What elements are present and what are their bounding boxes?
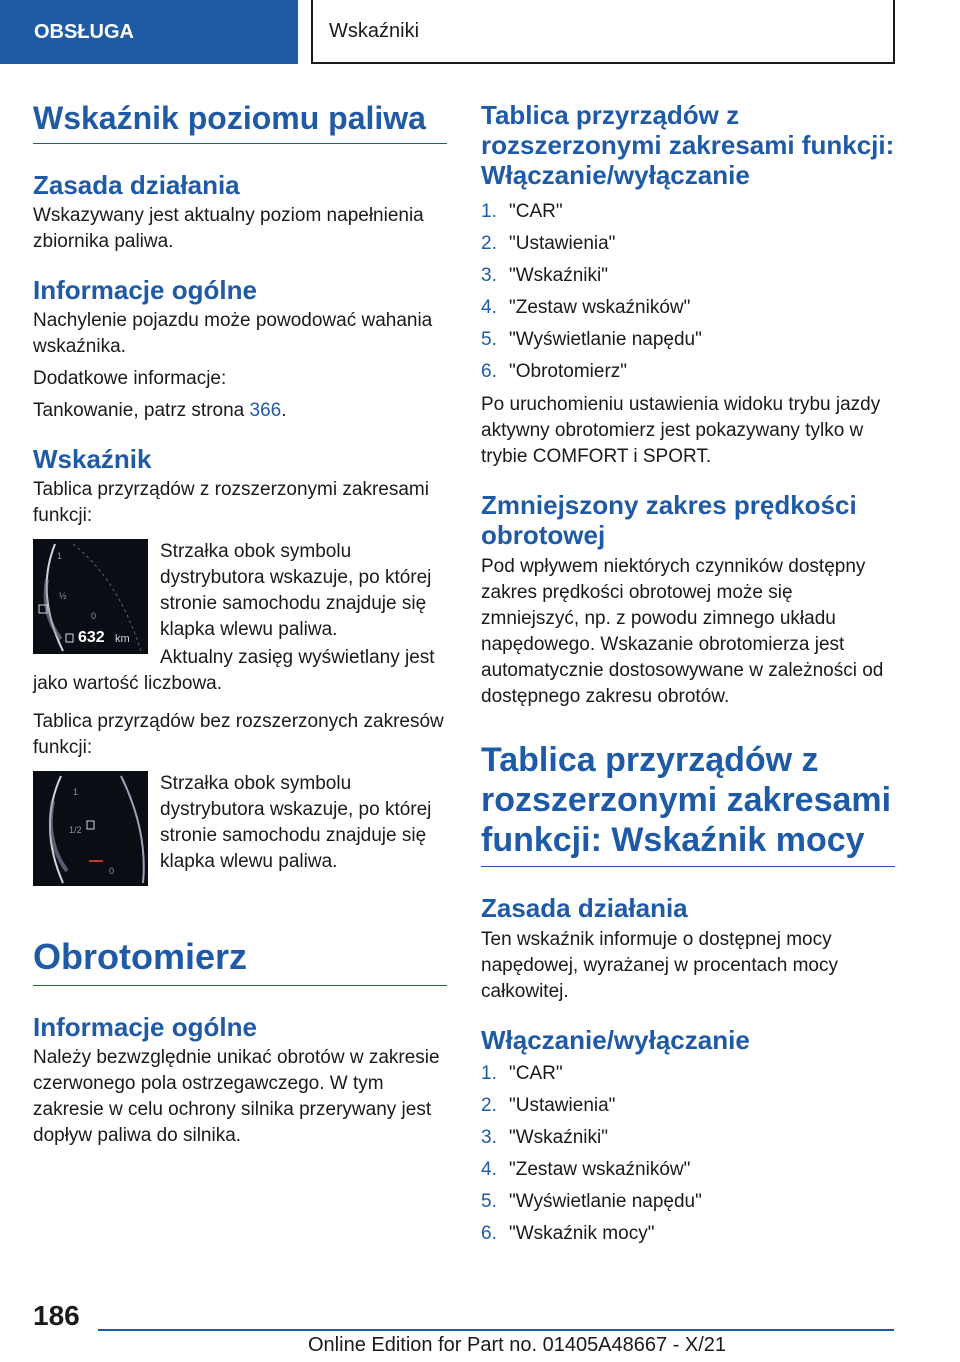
- tachometer-warning-text: Należy bezwzględnie unikać obrotów w zakresie czerwonego pola ostrzegawczego. W tym zakresie w celu ochrony silnika przerywany jest dopływ paliwa do silnika.: [33, 1047, 440, 1147]
- list-item: 1. "CAR": [481, 201, 563, 222]
- list-item: 3. "Wskaźniki": [481, 265, 608, 286]
- list-item: 4. "Zestaw wskaźników": [481, 1158, 691, 1180]
- chapter-tab: [311, 0, 895, 64]
- heading-tachometer: Obrotomierz: [33, 936, 447, 985]
- additional-info-label: Dodatkowe informacje:: [33, 368, 227, 390]
- fig2-caption: Strzałka obok symbolu dystrybutora wskazuje, po której stronie samochodu znajduje się klapka wlewu paliwa.: [160, 773, 432, 873]
- left-column: [33, 100, 447, 1149]
- fuel-gauge-image-standard: [33, 771, 148, 886]
- fig1-caption-range: Aktualny zasięg wyświetlany jest jako wartość liczbowa.: [33, 647, 435, 695]
- steps-list-tacho: [481, 196, 895, 388]
- heading-principle: Zasada działania: [33, 169, 240, 200]
- edition-text: Online Edition for Part no. 01405A48667 - X/21: [308, 1334, 727, 1356]
- heading-reduced-rpm: Zmniejszony zakres prędkości obrotowej: [481, 490, 857, 550]
- svg-text:1: 1: [57, 551, 63, 562]
- page-link-366[interactable]: 366: [249, 400, 282, 422]
- indicator-intro: Tablica przyrządów z rozszerzonymi zakresami funkcji:: [33, 479, 429, 527]
- list-item: 1. "CAR": [481, 1062, 563, 1084]
- power-principle-text: Ten wskaźnik informuje o dostępnej mocy napędowej, wyrażanej w procentach mocy całkowitej.: [481, 928, 838, 1002]
- svg-text:1: 1: [73, 787, 79, 798]
- heading-indicator: Wskaźnik: [33, 444, 152, 475]
- chapter-label: Wskaźniki: [329, 19, 420, 42]
- range-unit: km: [115, 633, 130, 646]
- drive-mode-note: Po uruchomieniu ustawienia widoku trybu jazdy aktywny obrotomierz jest pokazywany tylko w trybie COMFORT i SPORT.: [481, 394, 881, 467]
- section-label: OBSŁUGA: [34, 20, 134, 43]
- heading-fuel-gauge: Wskaźnik poziomu paliwa: [33, 100, 447, 144]
- fuel-gauge-image-extended: [33, 539, 148, 654]
- svg-text:½: ½: [59, 591, 67, 602]
- fig1-caption: Strzałka obok symbolu dystrybutora wskazuje, po której stronie samochodu znajduje się klapka wlewu paliwa.: [160, 541, 432, 641]
- section-tab: [0, 0, 298, 64]
- indicator-intro-2: Tablica przyrządów bez rozszerzonych zakresów funkcji:: [33, 711, 444, 759]
- steps-list-power: [481, 1058, 895, 1250]
- heading-power-meter: Tablica przyrządów z rozszerzonymi zakresami funkcji: Wskaźnik mocy: [481, 740, 895, 867]
- general-info-text: Nachylenie pojazdu może powodować wahania wskaźnika.: [33, 310, 433, 358]
- heading-general-info: Informacje ogólne: [33, 274, 257, 305]
- list-item: 6. "Wskaźnik mocy": [481, 1222, 655, 1244]
- footer-rule: [98, 1329, 894, 1331]
- heading-power-onoff: Włączanie/wyłączanie: [481, 1024, 750, 1055]
- list-item: 5. "Wyświetlanie napędu": [481, 329, 702, 350]
- list-item: 3. "Wskaźniki": [481, 1126, 608, 1148]
- svg-text:1/2: 1/2: [69, 825, 82, 836]
- heading-power-principle: Zasada działania: [481, 893, 688, 924]
- right-column: [481, 100, 895, 1250]
- list-item: 5. "Wyświetlanie napędu": [481, 1190, 702, 1212]
- svg-text:0: 0: [91, 611, 97, 622]
- svg-text:0: 0: [109, 866, 115, 877]
- page-number: 186: [33, 1300, 80, 1331]
- heading-tacho-onoff: Tablica przyrządów z rozszerzonymi zakresami funkcji: Włączanie/wyłączanie: [481, 100, 895, 190]
- list-item: 2. "Ustawienia": [481, 1094, 616, 1116]
- list-item: 2. "Ustawienia": [481, 233, 616, 254]
- principle-text: Wskazywany jest aktualny poziom napełnienia zbiornika paliwa.: [33, 204, 424, 252]
- range-value: 632: [78, 629, 105, 647]
- refueling-reference: Tankowanie, patrz strona 366.: [33, 400, 287, 422]
- list-item: 4. "Zestaw wskaźników": [481, 297, 691, 318]
- heading-tachometer-general: Informacje ogólne: [33, 1011, 257, 1042]
- reduced-rpm-text: Pod wpływem niektórych czynników dostępny zakres prędkości obrotowej może się zmniejszyć, np. z powodu zimnego układu napędowego. Wskazanie obrotomierza jest automatycznie dostosowywane w zależności od dostępnego zakresu obrotów.: [481, 556, 884, 707]
- page-footer: [0, 1290, 960, 1362]
- list-item: 6. "Obrotomierz": [481, 361, 628, 382]
